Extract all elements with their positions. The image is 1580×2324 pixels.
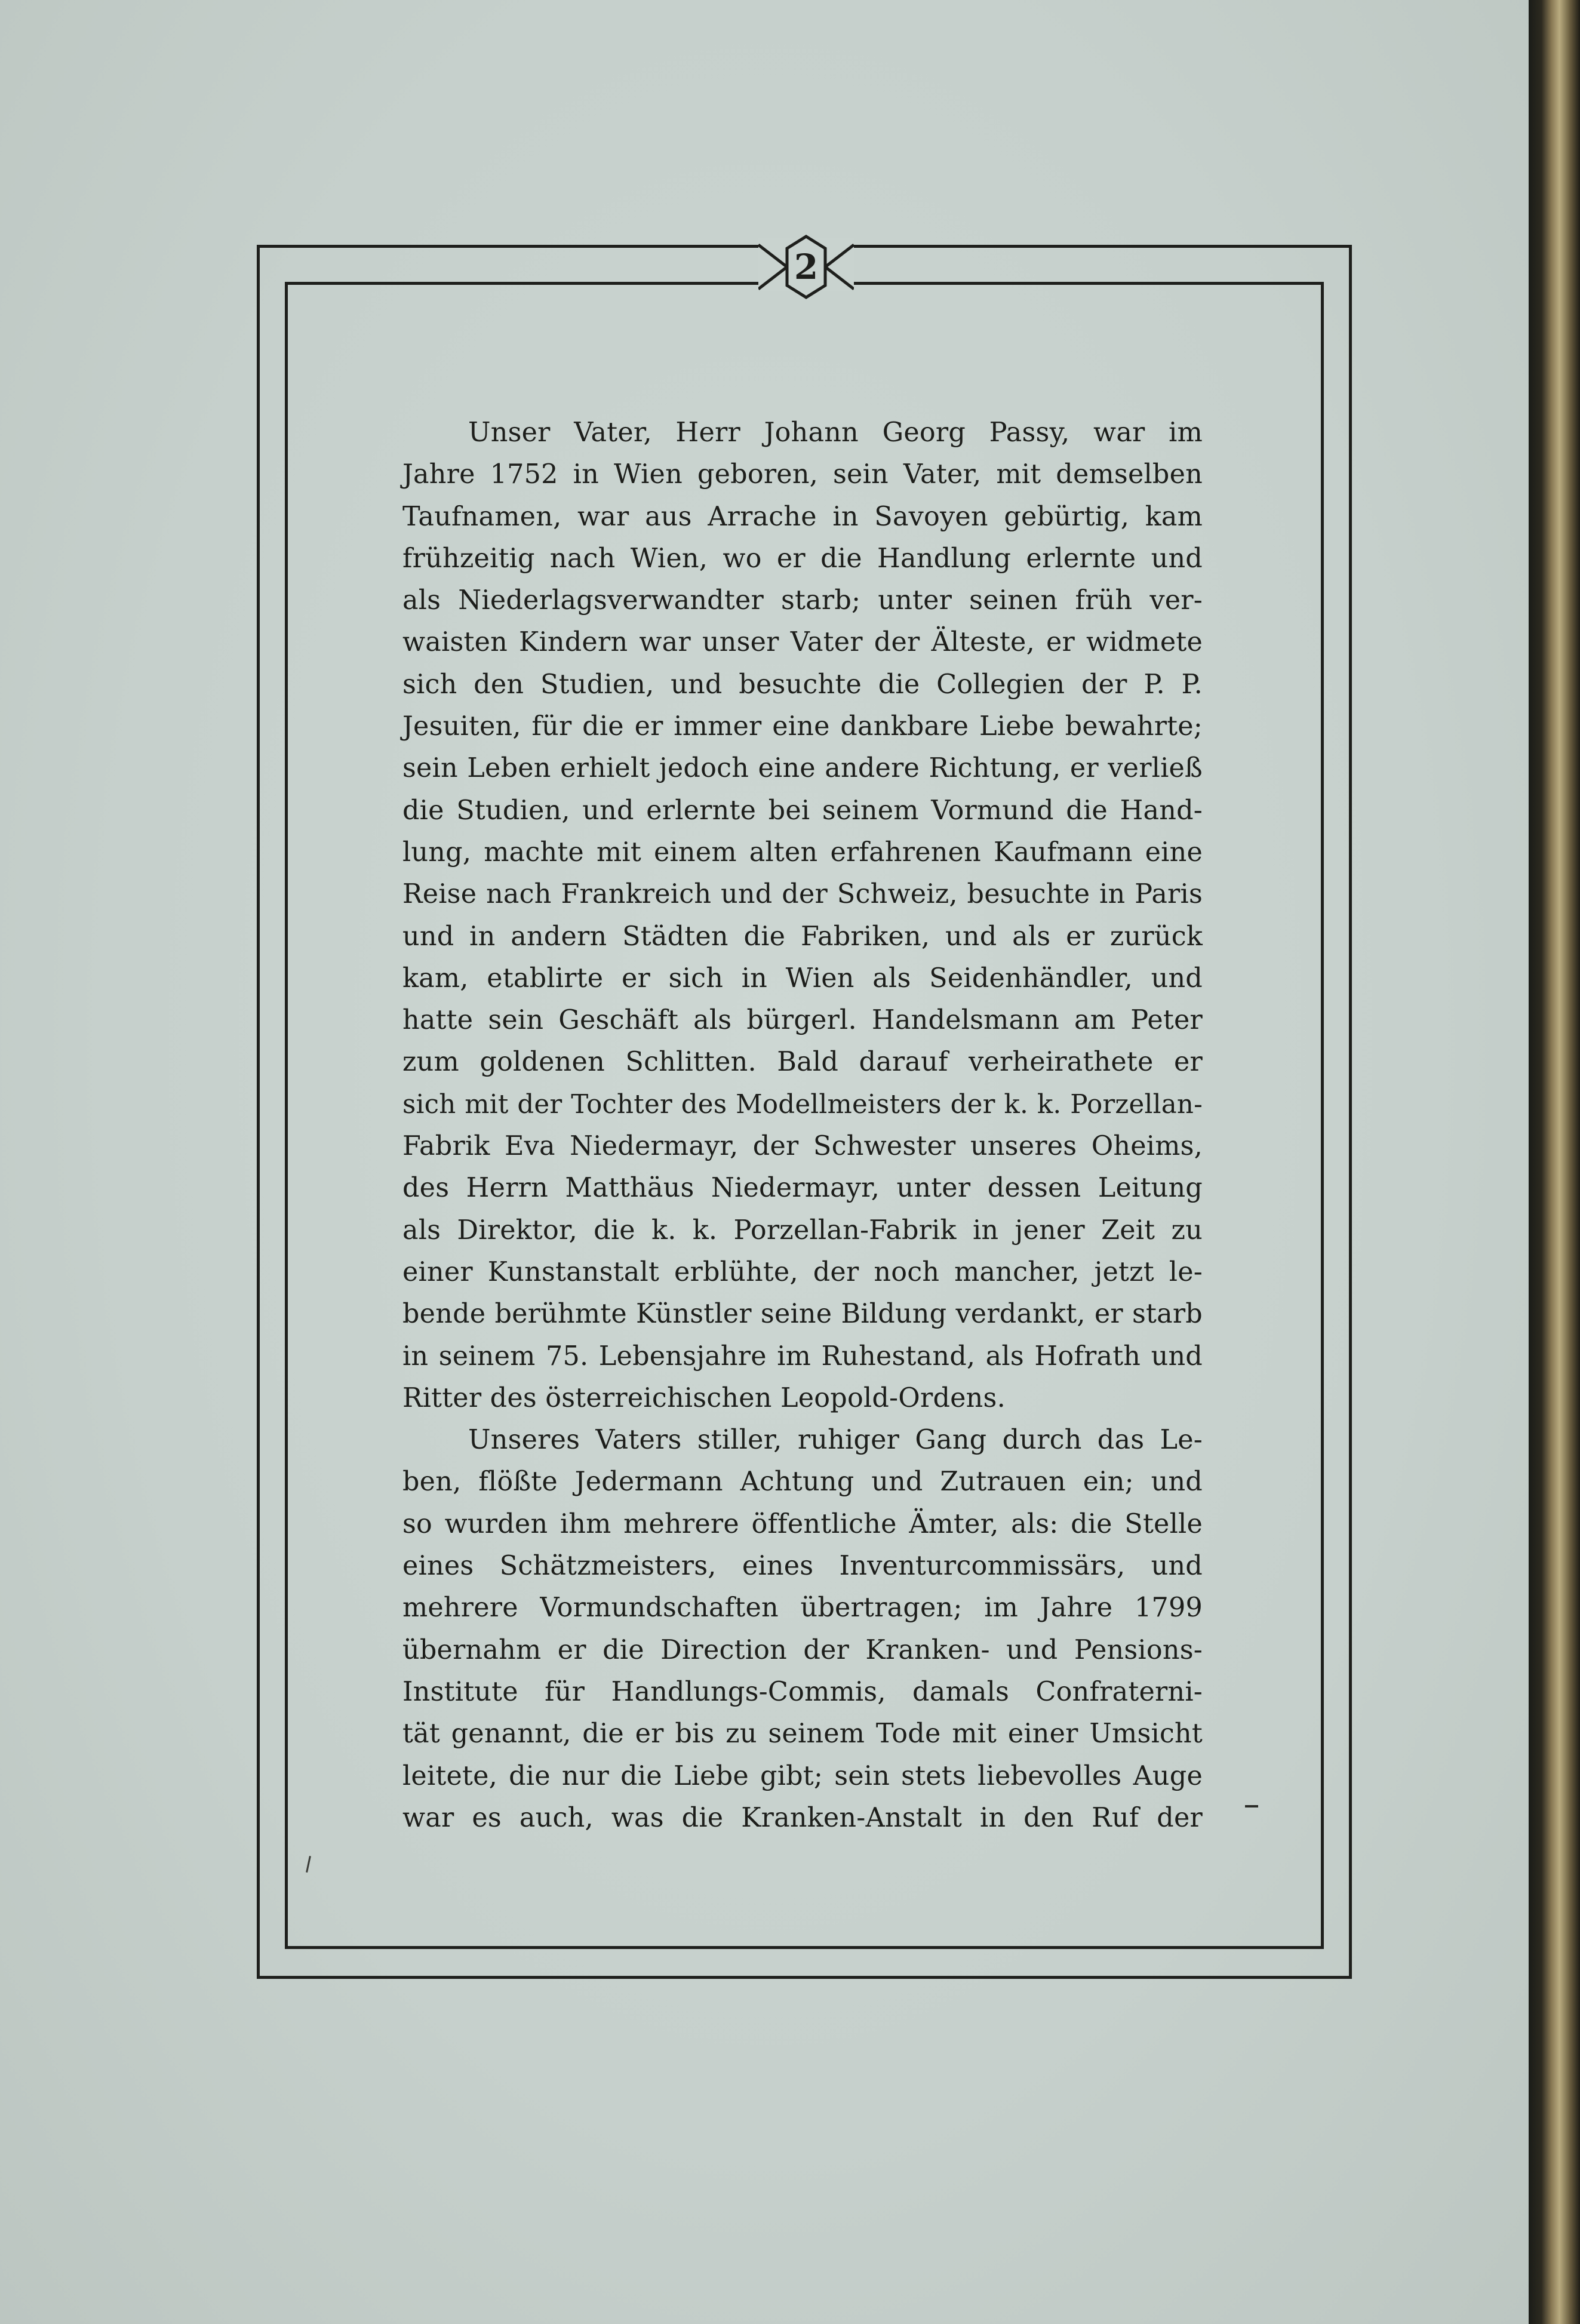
text-line: tät genannt, die er bis zu seinem Tode mit einer Umsicht	[402, 1719, 1203, 1750]
text-line: leitete, die nur die Liebe gibt; sein stets liebevolles Auge	[402, 1760, 1203, 1791]
text-line: Jesuiten, für die er immer eine dankbare Liebe bewahrte;	[402, 711, 1203, 742]
text-line: Fabrik Eva Niedermayr, der Schwester unseres Oheims,	[402, 1131, 1203, 1162]
text-line: frühzeitig nach Wien, wo er die Handlung erlernte und	[402, 543, 1203, 574]
text-line: zum goldenen Schlitten. Bald darauf verheirathete er	[402, 1047, 1203, 1078]
book-spine-edge	[1529, 0, 1580, 2324]
text-line: kam, etablirte er sich in Wien als Seidenhändler, und	[402, 963, 1203, 994]
text-line: ben, flößte Jedermann Achtung und Zutrauen ein; und	[402, 1467, 1203, 1498]
text-line: einer Kunstanstalt erblühte, der noch mancher, jetzt le-	[402, 1256, 1203, 1287]
page-number-ornament	[758, 234, 854, 300]
text-line: Ritter des österreichischen Leopold-Ordens.	[402, 1382, 1006, 1413]
text-line: als Direktor, die k. k. Porzellan-Fabrik in jener Zeit zu	[402, 1215, 1203, 1246]
text-line: sich mit der Tochter des Modellmeisters der k. k. Porzellan-	[402, 1089, 1203, 1120]
text-line: übernahm er die Direction der Kranken- und Pensions-	[402, 1634, 1203, 1665]
text-line: sich den Studien, und besuchte die Collegien der P. P.	[402, 669, 1203, 700]
catchword-dash	[1245, 1805, 1258, 1807]
text-line: Reise nach Frankreich und der Schweiz, besuchte in Paris	[402, 879, 1203, 910]
text-line: hatte sein Geschäft als bürgerl. Handelsmann am Peter	[402, 1005, 1203, 1036]
text-line: bende berühmte Künstler seine Bildung verdankt, er starb	[402, 1299, 1203, 1330]
text-line: war es auch, was die Kranken-Anstalt in den Ruf der	[402, 1802, 1203, 1833]
text-line: Unseres Vaters stiller, ruhiger Gang durch das Le-	[468, 1425, 1203, 1456]
text-line: die Studien, und erlernte bei seinem Vormund die Hand-	[402, 795, 1203, 826]
text-line: des Herrn Matthäus Niedermayr, unter dessen Leitung	[402, 1173, 1203, 1204]
text-line: sein Leben erhielt jedoch eine andere Richtung, er verließ	[402, 753, 1203, 784]
text-line: Unser Vater, Herr Johann Georg Passy, war im	[468, 417, 1203, 448]
text-line: Taufnamen, war aus Arrache in Savoyen gebürtig, kam	[402, 501, 1203, 532]
text-line: und in andern Städten die Fabriken, und als er zurück	[402, 921, 1203, 952]
text-line: in seinem 75. Lebensjahre im Ruhestand, als Hofrath und	[402, 1341, 1203, 1372]
text-line: waisten Kindern war unser Vater der Älteste, er widmete	[402, 627, 1203, 658]
text-line: eines Schätzmeisters, eines Inventurcommissärs, und	[402, 1551, 1203, 1582]
text-line: als Niederlagsverwandter starb; unter seinen früh ver-	[402, 585, 1203, 616]
text-line: lung, machte mit einem alten erfahrenen Kaufmann eine	[402, 837, 1203, 868]
text-line: Jahre 1752 in Wien geboren, sein Vater, mit demselben	[402, 459, 1203, 490]
body-text	[402, 412, 1203, 1839]
text-line: so wurden ihm mehrere öffentliche Ämter, als: die Stelle	[402, 1508, 1203, 1539]
page-number: 2	[794, 247, 819, 287]
text-line: Institute für Handlungs-Commis, damals Confraterni-	[402, 1676, 1203, 1707]
text-line: mehrere Vormundschaften übertragen; im Jahre 1799	[402, 1593, 1203, 1624]
